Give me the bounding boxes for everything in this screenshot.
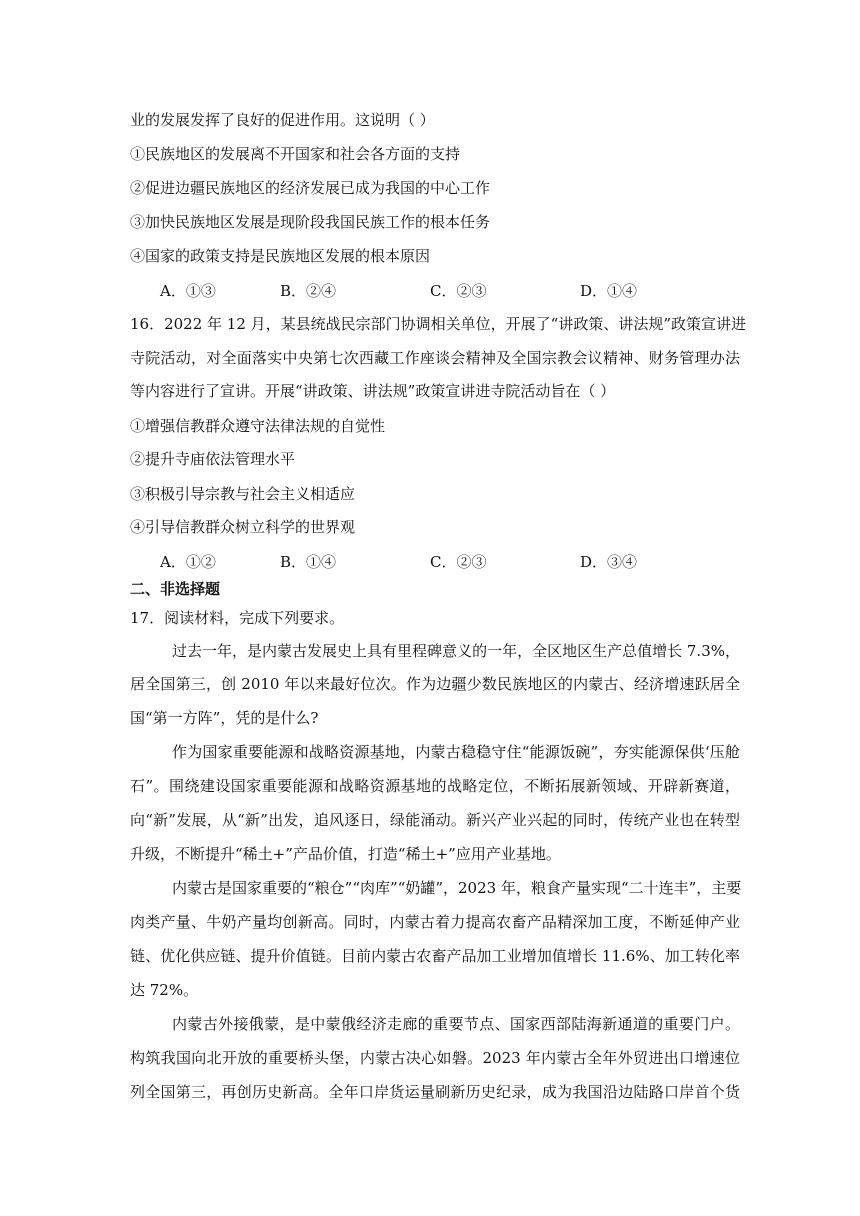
q16-option-d: D．③④ bbox=[580, 553, 638, 571]
q15-option-b: B．②④ bbox=[280, 282, 337, 300]
q15-options bbox=[160, 281, 760, 301]
q15-option-a: A．①③ bbox=[160, 282, 216, 300]
q16-options bbox=[160, 552, 760, 572]
p3-line-2: 肉类产量、牛奶产量均创新高。同时，内蒙古着力提高农畜产品精深加工度，不断延伸产业 bbox=[130, 913, 740, 931]
p4-line-2: 构筑我国向北开放的重要桥头堡，内蒙古决心如磐。2023 年内蒙古全年外贸进出口增速位 bbox=[130, 1049, 740, 1067]
q16-option-b: B．①④ bbox=[280, 553, 337, 571]
q15-option-c: C．②③ bbox=[430, 282, 487, 300]
q15-choice-3: ③加快民族地区发展是现阶段我国民族工作的根本任务 bbox=[130, 213, 491, 231]
q16-stem-line-3: 等内容进行了宣讲。开展“讲政策、讲法规”政策宣讲进寺院活动旨在（ ） bbox=[130, 382, 616, 400]
section-heading: 二、非选择题 bbox=[130, 580, 221, 598]
p2-line-1: 作为国家重要能源和战略资源基地，内蒙古稳稳守住“能源饭碗”，夯实能源保供‘压舱 bbox=[172, 743, 740, 761]
p3-line-4: 达 72%。 bbox=[130, 981, 199, 999]
q16-choice-2: ②提升寺庙依法管理水平 bbox=[130, 450, 296, 468]
q16-choice-1: ①增强信教群众遵守法律法规的自觉性 bbox=[130, 417, 386, 435]
p1-line-2: 居全国第三，创 2010 年以来最好位次。作为边疆少数民族地区的内蒙古、经济增速跃居全 bbox=[130, 675, 740, 693]
q15-choice-1: ①民族地区的发展离不开国家和社会各方面的支持 bbox=[130, 145, 461, 163]
q15-option-d: D．①④ bbox=[580, 282, 638, 300]
q15-stem-tail: 业的发展发挥了良好的促进作用。这说明（ ） bbox=[130, 111, 435, 129]
p4-line-3: 列全国第三，再创历史新高。全年口岸货运量刷新历史纪录，成为我国沿边陆路口岸首个货 bbox=[130, 1083, 740, 1101]
q16-stem-line-1: 16．2022 年 12 月，某县统战民宗部门协调相关单位，开展了“讲政策、讲法规”政策宣讲进 bbox=[130, 315, 746, 333]
p3-line-1: 内蒙古是国家重要的“粮仓”“肉库”“奶罐”，2023 年，粮食产量实现“二十连丰”，主要 bbox=[172, 879, 742, 897]
p2-line-3: 向“新”发展，从“新”出发，追风逐日，绿能涌动。新兴产业兴起的同时，传统产业也在转型 bbox=[130, 811, 740, 829]
q16-stem-line-2: 寺院活动，对全面落实中央第七次西藏工作座谈会精神及全国宗教会议精神、财务管理办法 bbox=[130, 349, 740, 367]
p1-line-1: 过去一年，是内蒙古发展史上具有里程碑意义的一年，全区地区生产总值增长 7.3%， bbox=[172, 642, 740, 660]
p2-line-4: 升级，不断提升“稀土+”产品价值，打造“稀土+”应用产业基地。 bbox=[130, 845, 561, 863]
q17-intro: 17．阅读材料，完成下列要求。 bbox=[130, 609, 345, 627]
q16-option-a: A．①② bbox=[160, 553, 216, 571]
p2-line-2: 石”。围绕建设国家重要能源和战略资源基地的战略定位，不断拓展新领域、开辟新赛道， bbox=[130, 777, 740, 795]
p1-line-3: 国“第一方阵”，凭的是什么? bbox=[130, 709, 319, 727]
p4-line-1: 内蒙古外接俄蒙，是中蒙俄经济走廊的重要节点、国家西部陆海新通道的重要门户。 bbox=[172, 1015, 740, 1033]
q15-choice-4: ④国家的政策支持是民族地区发展的根本原因 bbox=[130, 247, 431, 265]
q16-option-c: C．②③ bbox=[430, 553, 487, 571]
q15-choice-2: ②促进边疆民族地区的经济发展已成为我国的中心工作 bbox=[130, 179, 491, 197]
q16-choice-3: ③积极引导宗教与社会主义相适应 bbox=[130, 485, 356, 503]
q16-choice-4: ④引导信教群众树立科学的世界观 bbox=[130, 518, 356, 536]
p3-line-3: 链、优化供应链、提升价值链。目前内蒙古农畜产品加工业增加值增长 11.6%、加工转化率 bbox=[130, 947, 740, 965]
